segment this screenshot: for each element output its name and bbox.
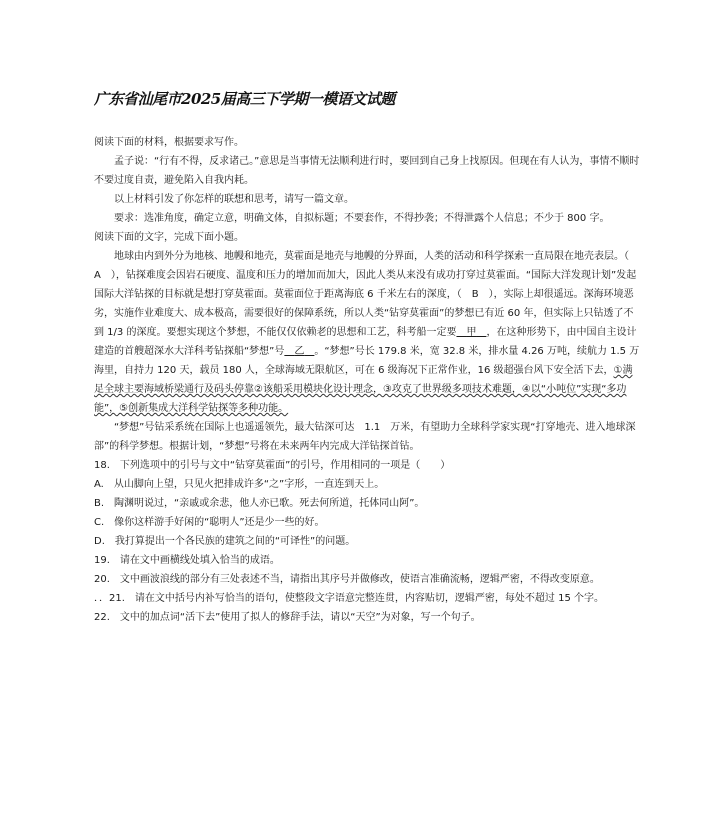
document-body xyxy=(94,133,642,627)
question-22: 22. 文中的加点词“活下去”使用了拟人的修辞手法，请以“天空”为对象，写一个句子。 xyxy=(94,612,481,623)
passage-text-3: 。“梦想”号长 179.8 米，宽 32.8 米，排水量 4.26 万吨，续航力 1.5 万海里，自持力 120 天，载员 180 人，全球海域无限航区，可在 6 级海况下正常作业，16 级超强台风下安全活下去， xyxy=(94,346,640,376)
blank-jia xyxy=(456,327,486,338)
blank-jia-label: 甲 xyxy=(466,327,477,338)
wavy-underlined-text: ①满足全球主要海域桥梁通行及码头停靠②该船采用模块化设计理念，③攻克了世界级多项技术难题，④以“小吨位”实现“多功能”，⑤创新集成大洋科学钻探等多种功能。 xyxy=(94,365,633,414)
blank-yi xyxy=(284,346,314,357)
writing-requirements: 要求：选准角度，确定立意，明确文体，自拟标题；不要套作，不得抄袭；不得泄露个人信息；不少于 800 字。 xyxy=(114,213,610,224)
question-18: 18. 下列选项中的引号与文中“钻穿莫霍面”的引号，作用相同的一项是（ ） xyxy=(94,460,451,471)
reading-passage-main xyxy=(94,247,642,418)
question-21: ．．21. 请在文中括号内补写恰当的语句，使整段文字语意完整连贯，内容贴切，逻辑严密，每处不超过 15 个字。 xyxy=(94,593,604,604)
option-c: C. 像你这样游手好闲的“聪明人”还是少一些的好。 xyxy=(94,517,325,528)
passage-text-2: ，在这种形势下，由中国自主设计建造的首艘超深水大洋科考钻探船“梦想”号 xyxy=(94,327,637,357)
question-19: 19. 请在文中画横线处填入恰当的成语。 xyxy=(94,555,280,566)
passage-text-1: 地球由内到外分为地核、地幔和地壳，莫霍面是地壳与地幔的分界面，人类的活动和科学探索一直局限在地壳表层。（ A ），钻探难度会因岩石硬度、温度和压力的增加而加大，因此人类从来没有成功打穿过莫霍面。“国际大洋发现计划”发起国际大洋钻探的目标就是想打穿莫霍面。莫霍面位于距离海底 6 千米左右的深度，（ B ），实际上却很遥远。深海环境恶劣，实施作业难度大、成本极高，需要很好的保障系统，所以人类“钻穿莫霍面”的梦想已有近 60 年，但实际上只钻透了不到 1/3 的深度。要想实现这个梦想，不能仅仅依赖老的思想和工艺，科考船一定要 xyxy=(94,251,639,338)
option-a: A. 从山脚向上望，只见火把排成许多“之”字形，一直连到天上。 xyxy=(94,479,385,490)
document-title: 广东省汕尾市2025届高三下学期一模语文试题 xyxy=(94,90,395,108)
question-20: 20. 文中画波浪线的部分有三处表述不当，请指出其序号并做修改，使语言准确流畅，逻辑严密，不得改变原意。 xyxy=(94,574,600,585)
instruction-reading: 阅读下面的文字，完成下面小题。 xyxy=(94,232,244,243)
option-d: D. 我打算提出一个各民族的建筑之间的“可译性”的问题。 xyxy=(94,536,356,547)
reading-passage-end: “梦想”号钻采系统在国际上也遥遥领先，最大钻深可达 1.1 万米，有望助力全球科学家实现“打穿地壳、进入地球深部”的科学梦想。根据计划，“梦想”号将在未来两年内完成大洋钻探首钻。 xyxy=(94,422,636,452)
blank-yi-label: 乙 xyxy=(294,346,305,357)
instruction-writing: 阅读下面的材料，根据要求写作。 xyxy=(94,137,244,148)
material-paragraph: 孟子说：“行有不得，反求诸己。”意思是当事情无法顺利进行时，要回到自己身上找原因。但现在有人认为，事情不顺时不要过度自责，避免陷入自我内耗。 xyxy=(94,156,640,186)
option-b: B. 陶渊明说过，“亲戚或余悲，他人亦已歌。死去何所道，托体同山阿”。 xyxy=(94,498,425,509)
writing-prompt: 以上材料引发了你怎样的联想和思考，请写一篇文章。 xyxy=(114,194,354,205)
